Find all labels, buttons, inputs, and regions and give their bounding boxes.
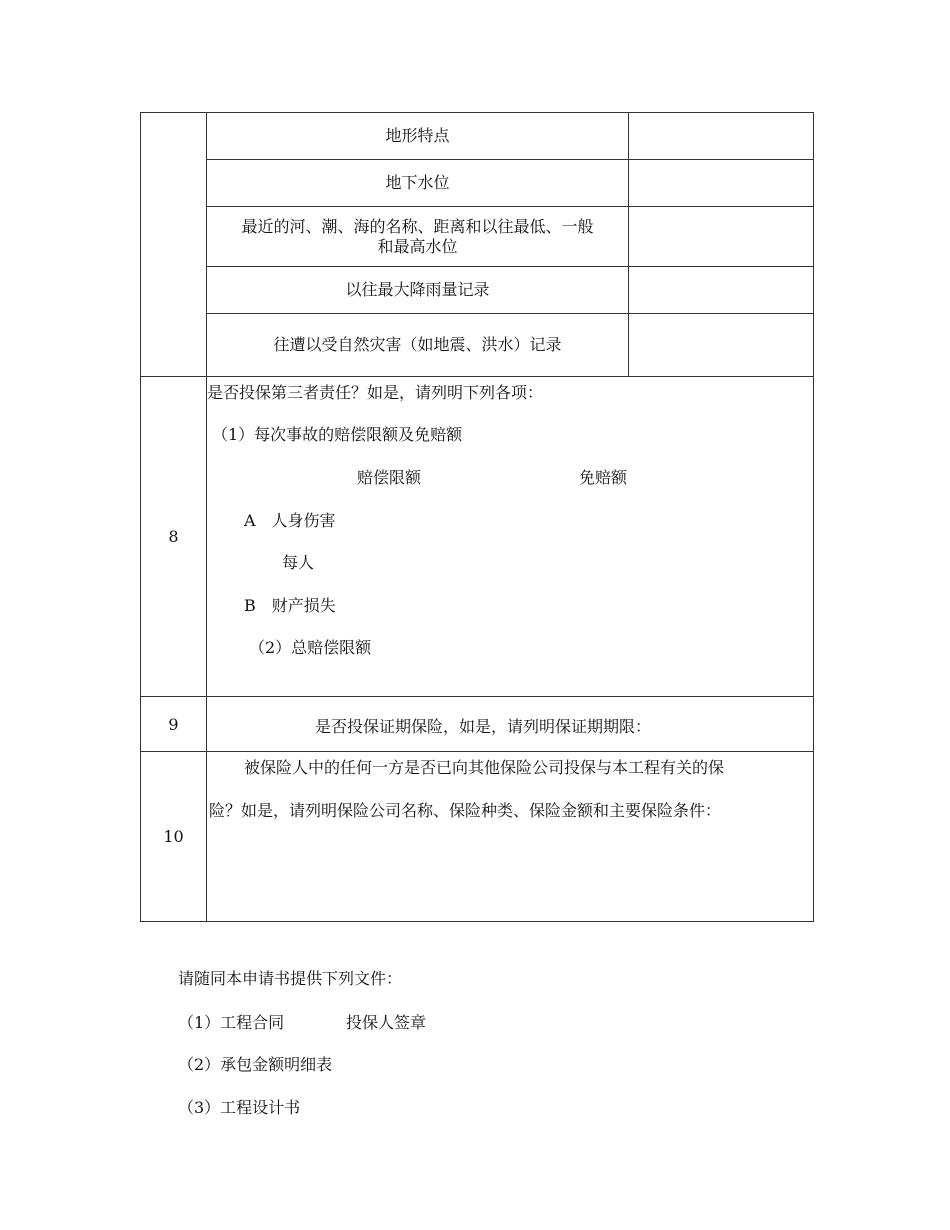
site-row-disaster (141, 314, 814, 377)
document-item-3: （3）工程设计书 (178, 1098, 301, 1117)
documents-intro: 请随同本申请书提供下列文件： (178, 969, 403, 988)
item-8-col-limit: 赔偿限额 (357, 468, 422, 487)
groundwater-value-cell[interactable] (629, 160, 814, 207)
item-10-line2: 险？如是，请列明保险公司名称、保险种类、保险金额和主要保险条件： (209, 801, 722, 820)
item-9-question: 是否投保证期保险，如是，请列明保证期期限： (315, 717, 652, 736)
nearest-water-label (207, 207, 629, 267)
nearest-water-label-line2: 和最高水位 (377, 236, 458, 256)
item-8-sub1: （1）每次事故的赔偿限额及免赔额 (212, 425, 463, 444)
site-row-rainfall (141, 267, 814, 314)
item-8-sub2: （2）总赔偿限额 (249, 638, 372, 657)
terrain-value-cell[interactable] (629, 113, 814, 160)
insurance-form-table (140, 112, 814, 922)
item-9-content[interactable] (207, 697, 814, 752)
nearest-water-value-cell[interactable] (629, 207, 814, 267)
item-8-number: 8 (141, 377, 207, 697)
item-8-question: 是否投保第三者责任？如是，请列明下列各项： (207, 383, 544, 402)
rainfall-label: 以往最大降雨量记录 (207, 267, 629, 314)
item-8-row (141, 377, 814, 697)
item-8-per-person: 每人 (282, 553, 315, 572)
item-10-line1: 被保险人中的任何一方是否已向其他保险公司投保与本工程有关的保 (244, 758, 725, 777)
site-group-number-cell (141, 113, 207, 377)
item-9-number: 9 (141, 697, 207, 752)
site-row-nearest-water (141, 207, 814, 267)
site-row-groundwater (141, 160, 814, 207)
site-row-terrain (141, 113, 814, 160)
item-8-a: A 人身伤害 (244, 511, 336, 530)
disaster-label: 往遭以受自然灾害（如地震、洪水）记录 (207, 314, 629, 377)
item-9-row (141, 697, 814, 752)
item-8-b: B 财产损失 (244, 596, 336, 615)
item-10-number: 10 (141, 752, 207, 922)
item-8-col-deductible: 免赔额 (579, 468, 628, 487)
item-10-content[interactable] (207, 752, 814, 922)
disaster-value-cell[interactable] (629, 314, 814, 377)
nearest-water-label-line1: 最近的河、潮、海的名称、距离和以往最低、一般 (241, 216, 594, 236)
item-8-content[interactable] (207, 377, 814, 697)
applicant-signature-label: 投保人签章 (346, 1013, 427, 1032)
item-10-row (141, 752, 814, 922)
groundwater-label: 地下水位 (207, 160, 629, 207)
document-item-1: （1）工程合同 (178, 1013, 285, 1032)
rainfall-value-cell[interactable] (629, 267, 814, 314)
terrain-label: 地形特点 (207, 113, 629, 160)
document-item-2: （2）承包金额明细表 (178, 1055, 333, 1074)
